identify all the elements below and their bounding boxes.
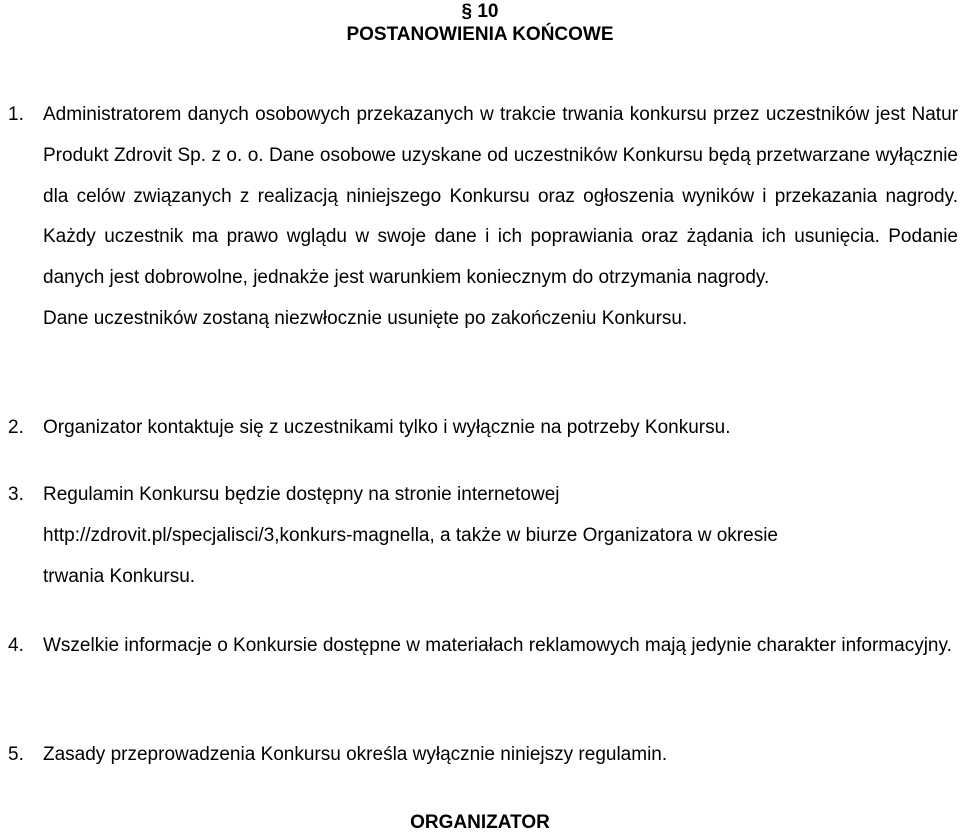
- item-number: 5.: [8, 744, 24, 765]
- item-text: Wszelkie informacje o Konkursie dostępne w materiałach reklamowych mają jedynie charakter informacyjny.: [43, 635, 952, 656]
- item-number: 2.: [8, 417, 24, 438]
- list-item: [8, 95, 958, 340]
- item-number: 4.: [8, 635, 24, 656]
- item-paragraph: Administratorem danych osobowych przekazanych w trakcie trwania konkursu przez uczestników jest Natur Produkt Zdrovit Sp. z o. o. Dane osobowe uzyskane od uczestników Konkursu będą przetwarzane wyłącznie dla celów związanych z realizacją niniejszego Konkursu oraz ogłoszenia wyników i przekazania nagrody. Każdy uczestnik ma prawo wglądu w swoje dane i ich poprawiania oraz żądania ich usunięcia. Podanie danych jest dobrowolne, jednakże jest warunkiem koniecznym do otrzymania nagrody.: [43, 104, 958, 289]
- item-text: [43, 95, 958, 340]
- list-item: [8, 735, 958, 776]
- item-text: Organizator kontaktuje się z uczestnikami tylko i wyłącznie na potrzeby Konkursu.: [43, 417, 731, 438]
- section-title: POSTANOWIENIA KOŃCOWE: [346, 24, 614, 45]
- organizer-label: ORGANIZATOR: [410, 812, 550, 833]
- section-number: § 10: [461, 1, 499, 22]
- item-line: trwania Konkursu.: [43, 565, 196, 587]
- list-item: [8, 408, 958, 449]
- item-paragraph-last: Dane uczestników zostaną niezwłocznie usunięte po zakończeniu Konkursu.: [43, 307, 688, 329]
- item-number: 3.: [8, 484, 24, 505]
- list-item: [8, 475, 958, 597]
- item-line: Regulamin Konkursu będzie dostępny na stronie internetowej: [43, 484, 560, 505]
- list-item: [8, 626, 958, 667]
- item-text: [43, 475, 958, 597]
- item-line-link: http://zdrovit.pl/specjalisci/3,konkurs-magnella, a także w biurze Organizatora w okresie: [43, 524, 778, 546]
- item-number: 1.: [8, 104, 24, 125]
- item-text: Zasady przeprowadzenia Konkursu określa wyłącznie niniejszy regulamin.: [43, 744, 668, 765]
